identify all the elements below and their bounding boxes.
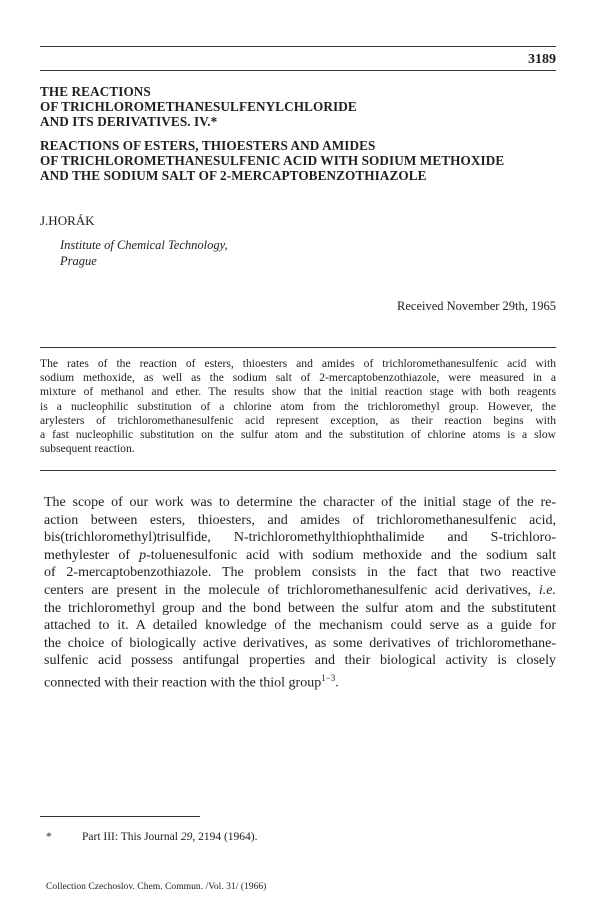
body-line: bis(trichloromethyl)trisulfide, N-trichloromethylthiophthalimide and S-trichloro- — [44, 530, 556, 546]
body-line: The scope of our work was to determine the character of the initial stage of the re- — [44, 495, 556, 510]
body-line — [44, 582, 556, 600]
title-line: THE REACTIONS — [40, 84, 151, 99]
title-line: OF TRICHLOROMETHANESULFENYLCHLORIDE — [40, 99, 357, 114]
footnote-text: , 2194 (1964). — [192, 831, 258, 843]
body-text: connected with their reaction with the thiol group — [44, 675, 322, 691]
subtitle-line: AND THE SODIUM SALT OF 2-MERCAPTOBENZOTHIAZOLE — [40, 168, 427, 183]
abstract — [40, 357, 556, 456]
abstract-top-rule — [40, 347, 556, 348]
body-line: attached to it. A detailed knowledge of the mechanism could serve as a guide for — [44, 618, 556, 634]
abstract-line: a fast nucleophilic substitution on the sulfur atom and the substitution of chlorine atoms is a slow — [40, 428, 556, 442]
abstract-line: The rates of the reaction of esters, thioesters and amides of trichloromethanesulfenic acid with — [40, 357, 556, 370]
abstract-line: is a nucleophilic substitution of a chlorine atom from the trichloromethyl group. However, the — [40, 399, 556, 413]
journal-footer: Collection Czechoslov. Chem. Commun. /Vol. 31/ (1966) — [46, 881, 267, 892]
abstract-line: subsequent reaction. — [40, 442, 135, 456]
author-name: J.HORÁK — [40, 213, 95, 228]
article-subtitle — [40, 138, 570, 183]
body-italic: p — [139, 547, 147, 563]
footnote-rule — [40, 816, 200, 817]
footnote-marker: * — [46, 831, 52, 843]
abstract-line: mixture of methanol and ether. The results show that the initial reaction stage with both reagents — [40, 385, 556, 399]
page-number: 3189 — [528, 52, 556, 67]
top-rule — [40, 46, 556, 47]
title-line: AND ITS DERIVATIVES. IV.* — [40, 114, 218, 129]
article-title — [40, 84, 570, 129]
body-text: . — [335, 675, 339, 691]
body-line: the trichloromethyl group and the bond between the sulfur atom and the substitutent — [44, 600, 556, 616]
citation-superscript: 1−3 — [321, 672, 336, 683]
body-line: sulfenic acid possess antifungal properties and their biological activity is closely — [44, 653, 556, 669]
footnote-volume: 29 — [180, 831, 193, 843]
received-date: Received November 29th, 1965 — [397, 299, 556, 313]
affiliation-line: Institute of Chemical Technology, — [60, 238, 228, 252]
body-line: the choice of biologically active derivatives, as some derivatives of trichloromethane- — [44, 635, 556, 651]
body-line — [44, 547, 556, 565]
body-text: centers are present in the molecule of trichloromethanesulfenic acid derivatives, — [44, 582, 539, 598]
abstract-bottom-rule — [40, 470, 556, 471]
author-affiliation — [60, 237, 228, 269]
header-rule — [40, 70, 556, 71]
body-line: action between esters, thioesters, and amides of trichloromethanesulfenic acid, — [44, 512, 556, 528]
body-italic: i.e. — [538, 582, 556, 598]
subtitle-line: REACTIONS OF ESTERS, THIOESTERS AND AMIDES — [40, 138, 376, 153]
affiliation-line: Prague — [60, 254, 97, 268]
body-line — [44, 670, 556, 692]
body-line: of 2-mercaptobenzothiazole. The problem consists in the fact that two reactive — [44, 565, 556, 581]
body-paragraph — [44, 494, 556, 692]
body-text: -toluenesulfonic acid with sodium methoxide and the sodium salt — [146, 547, 556, 563]
body-text: methylester of — [44, 547, 140, 563]
abstract-line: sodium methoxide, as well as the sodium salt of 2-mercaptobenzothiazole, were measured in a — [40, 371, 556, 385]
abstract-line: arylesters of trichloromethanesulfenic acid represent exception, as their reaction begins with — [40, 413, 556, 427]
subtitle-line: OF TRICHLOROMETHANESULFENIC ACID WITH SODIUM METHOXIDE — [40, 153, 505, 168]
footnote — [46, 831, 257, 843]
footnote-text: Part III: This Journal — [82, 831, 181, 843]
